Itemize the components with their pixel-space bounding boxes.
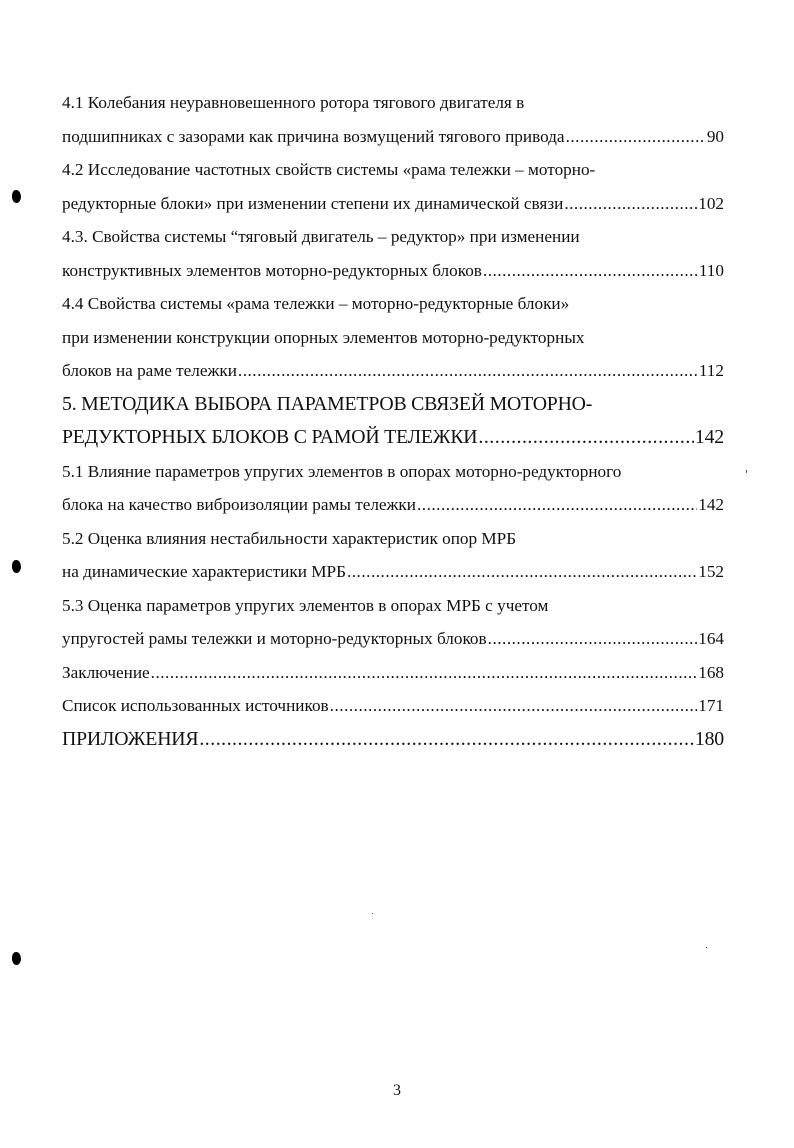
binder-hole-bottom	[12, 952, 21, 965]
toc-line	[62, 354, 724, 388]
toc-line	[62, 622, 724, 656]
toc-line	[62, 120, 724, 154]
dot-leader	[488, 622, 698, 656]
binder-hole-top	[12, 190, 21, 203]
dot-leader	[417, 488, 697, 522]
toc-line	[62, 187, 724, 221]
toc-entry-text: на динамические характеристики МРБ	[62, 562, 346, 581]
toc-entry-text: упругостей рамы тележки и моторно-редукторных блоков	[62, 629, 487, 648]
toc-page-number: 180	[694, 727, 724, 750]
toc-entry-text: при изменении конструкции опорных элементов моторно-редукторных	[62, 327, 585, 347]
toc-entry-text: блока на качество виброизоляции рамы тележки	[62, 495, 416, 514]
toc-entry-text: 5. МЕТОДИКА ВЫБОРА ПАРАМЕТРОВ СВЯЗЕЙ МОТОРНО-	[62, 392, 593, 415]
toc-page-number: 142	[694, 426, 724, 448]
toc-line	[62, 723, 724, 757]
toc-line	[62, 153, 724, 187]
dot-leader	[238, 354, 698, 388]
scan-speck	[706, 947, 707, 948]
toc-entry-text: 5.1 Влияние параметров упругих элементов в опорах моторно-редукторного	[62, 461, 622, 481]
toc-page-number: 164	[698, 629, 724, 648]
toc-line	[62, 589, 724, 623]
toc-chapter-heading	[62, 388, 724, 422]
table-of-contents	[62, 86, 724, 756]
toc-entry-text: 4.2 Исследование частотных свойств системы «рама тележки – моторно-	[62, 160, 596, 179]
toc-entry-text: конструктивных элементов моторно-редукторных блоков	[62, 260, 482, 280]
toc-line	[62, 254, 724, 288]
scan-speck	[746, 470, 747, 473]
toc-entry-text: 4.4 Свойства системы «рама тележки – моторно-редукторные блоки»	[62, 294, 570, 313]
toc-entry-text: ПРИЛОЖЕНИЯ	[62, 727, 199, 750]
toc-page-number: 90	[706, 126, 724, 146]
toc-entry-text: 4.3. Свойства системы “тяговый двигатель – редуктор» при изменении	[62, 227, 580, 246]
toc-entry-text: Заключение	[62, 662, 150, 682]
toc-line	[62, 321, 724, 355]
toc-page-number: 110	[698, 260, 724, 280]
toc-entry-text: блоков на раме тележки	[62, 361, 237, 380]
dot-leader	[478, 421, 694, 455]
binder-hole-middle	[12, 560, 21, 573]
toc-entry-text: 5.2 Оценка влияния нестабильности характеристик опор МРБ	[62, 528, 517, 548]
toc-page-number: 171	[698, 696, 724, 715]
toc-entry-text: Список использованных источников	[62, 696, 329, 715]
toc-line	[62, 488, 724, 522]
toc-page-number: 112	[698, 361, 724, 380]
toc-entry-text: подшипниках с зазорами как причина возмущений тягового привода	[62, 126, 565, 146]
dot-leader	[347, 555, 697, 589]
dot-leader	[483, 254, 698, 288]
toc-line	[62, 522, 724, 556]
toc-page-number: 152	[698, 562, 724, 581]
dot-leader	[151, 656, 698, 690]
toc-entry-text: РЕДУКТОРНЫХ БЛОКОВ С РАМОЙ ТЕЛЕЖКИ	[62, 426, 478, 448]
toc-entry-text: 5.3 Оценка параметров упругих элементов в опорах МРБ с учетом	[62, 595, 549, 615]
toc-entry-text: редукторные блоки» при изменении степени их динамической связи	[62, 193, 564, 213]
toc-line	[62, 220, 724, 254]
scan-speck	[372, 913, 373, 914]
toc-page-number: 142	[698, 495, 724, 514]
toc-line	[62, 555, 724, 589]
dot-leader	[199, 723, 694, 757]
toc-line	[62, 656, 724, 690]
dot-leader	[566, 120, 706, 154]
toc-entry-text: 4.1 Колебания неуравновешенного ротора тягового двигателя в	[62, 93, 525, 112]
page-number: 3	[393, 1082, 401, 1099]
dot-leader	[330, 689, 698, 723]
toc-line	[62, 86, 724, 120]
dot-leader	[564, 187, 697, 221]
toc-line	[62, 689, 724, 723]
toc-chapter-heading	[62, 421, 724, 455]
toc-page-number: 102	[698, 193, 724, 213]
toc-page-number: 168	[698, 662, 724, 682]
toc-line	[62, 287, 724, 321]
toc-line	[62, 455, 724, 489]
